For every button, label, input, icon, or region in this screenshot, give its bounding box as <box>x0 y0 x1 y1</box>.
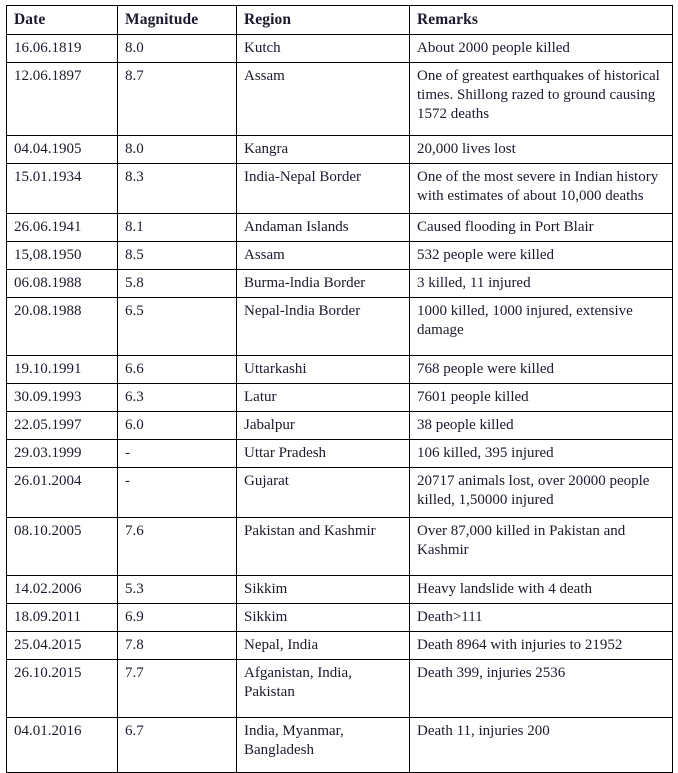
cell-text-magnitude: 8.0 <box>125 39 144 56</box>
table-row <box>7 241 673 269</box>
table-row <box>7 632 673 660</box>
cell-magnitude <box>118 241 237 269</box>
cell-text-region: Pakistan and Kashmir <box>244 523 376 540</box>
cell-remarks <box>410 269 673 297</box>
cell-magnitude <box>118 412 237 440</box>
cell-date <box>7 269 118 297</box>
cell-text-remarks: Death 11, injuries 200 <box>417 723 550 740</box>
cell-text-magnitude: - <box>125 445 130 462</box>
cell-date <box>7 576 118 604</box>
table-row <box>7 269 673 297</box>
cell-date <box>7 468 118 518</box>
cell-text-magnitude: 8.0 <box>125 140 144 157</box>
cell-magnitude <box>118 135 237 163</box>
cell-text-region: Nepal, India <box>244 637 319 654</box>
cell-text-date: 26.06.1941 <box>14 218 82 235</box>
cell-date <box>7 440 118 468</box>
cell-text-region: Assam <box>244 246 285 263</box>
cell-text-magnitude: 7.6 <box>125 523 144 540</box>
cell-remarks <box>410 297 673 355</box>
cell-region <box>237 62 410 135</box>
cell-text-region: Kangra <box>244 140 289 157</box>
table-row <box>7 518 673 576</box>
cell-magnitude <box>118 518 237 576</box>
table-header-row <box>7 6 673 35</box>
cell-date <box>7 34 118 62</box>
cell-date <box>7 518 118 576</box>
cell-text-region: Nepal-lndia Border <box>244 302 361 319</box>
cell-magnitude <box>118 163 237 213</box>
cell-magnitude <box>118 604 237 632</box>
cell-text-date: 06.08.1988 <box>14 274 82 291</box>
cell-region <box>237 660 410 718</box>
cell-remarks <box>410 213 673 241</box>
table-body <box>7 34 673 773</box>
cell-date <box>7 213 118 241</box>
cell-text-date: 15.01.1934 <box>14 168 82 185</box>
cell-text-date: 19.10.1991 <box>14 360 82 377</box>
table-row <box>7 163 673 213</box>
table-row <box>7 297 673 355</box>
cell-text-region: Andaman Islands <box>244 218 349 235</box>
cell-text-magnitude: 6.3 <box>125 388 144 405</box>
cell-date <box>7 241 118 269</box>
cell-text-date: 26.01.2004 <box>14 473 82 490</box>
cell-text-region: Sikkim <box>244 581 288 598</box>
cell-text-date: 26.10.2015 <box>14 665 82 682</box>
cell-date <box>7 718 118 773</box>
cell-date <box>7 355 118 383</box>
cell-date <box>7 604 118 632</box>
cell-date <box>7 135 118 163</box>
cell-text-region: Latur <box>244 388 277 405</box>
cell-region <box>237 383 410 411</box>
cell-text-magnitude: 8.3 <box>125 168 144 185</box>
cell-text-region: Uttarkashi <box>244 360 307 377</box>
cell-region <box>237 632 410 660</box>
cell-text-date: 04.01.2016 <box>14 723 82 740</box>
table-row <box>7 440 673 468</box>
cell-text-remarks: 532 people were killed <box>417 246 555 263</box>
cell-text-region: Assam <box>244 67 285 84</box>
cell-text-magnitude: 8.7 <box>125 67 144 84</box>
cell-text-magnitude: 6.7 <box>125 723 144 740</box>
table-row <box>7 135 673 163</box>
cell-region <box>237 241 410 269</box>
table-row <box>7 604 673 632</box>
cell-text-region: Uttar Pradesh <box>244 445 327 462</box>
cell-text-remarks: Heavy landslide with 4 death <box>417 581 592 598</box>
cell-text-date: 14.02.2006 <box>14 581 82 598</box>
cell-remarks <box>410 135 673 163</box>
cell-text-magnitude: 5.3 <box>125 581 144 598</box>
cell-text-remarks: 3 killed, 11 injured <box>417 274 531 291</box>
cell-text-remarks: 1000 killed, 1000 injured, extensive damage <box>417 302 633 338</box>
cell-text-region: India, Myanmar, Bangladesh <box>244 723 344 759</box>
table-row <box>7 660 673 718</box>
cell-remarks <box>410 241 673 269</box>
cell-remarks <box>410 468 673 518</box>
cell-text-date: 18.09.2011 <box>14 609 81 626</box>
column-header-magnitude: Magnitude <box>118 6 237 35</box>
cell-text-magnitude: 8.5 <box>125 246 144 263</box>
cell-date <box>7 62 118 135</box>
cell-remarks <box>410 718 673 773</box>
cell-remarks <box>410 604 673 632</box>
cell-text-date: 08.10.2005 <box>14 523 82 540</box>
cell-region <box>237 518 410 576</box>
cell-text-remarks: 106 killed, 395 injured <box>417 445 554 462</box>
cell-text-remarks: Caused flooding in Port Blair <box>417 218 594 235</box>
cell-text-date: 20.08.1988 <box>14 302 82 319</box>
cell-text-date: 16.06.1819 <box>14 39 82 56</box>
cell-text-remarks: One of the most severe in Indian history with estimates of about 10,000 deaths <box>417 168 659 204</box>
column-header-remarks: Remarks <box>410 6 673 35</box>
cell-text-magnitude: 6.6 <box>125 360 144 377</box>
cell-remarks <box>410 440 673 468</box>
cell-text-remarks: About 2000 people killed <box>417 39 570 56</box>
column-header-date: Date <box>7 6 118 35</box>
table-row <box>7 718 673 773</box>
table-row <box>7 468 673 518</box>
cell-text-remarks: Death>111 <box>417 609 483 626</box>
cell-remarks <box>410 632 673 660</box>
cell-magnitude <box>118 660 237 718</box>
cell-text-remarks: 7601 people killed <box>417 388 529 405</box>
cell-text-remarks: 38 people killed <box>417 417 514 433</box>
cell-remarks <box>410 518 673 576</box>
table-row <box>7 62 673 135</box>
cell-magnitude <box>118 383 237 411</box>
cell-text-region: India-Nepal Border <box>244 168 362 185</box>
cell-text-remarks: 768 people were killed <box>417 360 555 377</box>
cell-text-date: 25.04.2015 <box>14 637 82 654</box>
cell-text-region: Burma-lndia Border <box>244 274 366 291</box>
cell-remarks <box>410 383 673 411</box>
cell-date <box>7 163 118 213</box>
cell-text-magnitude: 8.1 <box>125 218 144 235</box>
cell-text-magnitude: 7.8 <box>125 637 144 654</box>
cell-magnitude <box>118 62 237 135</box>
cell-date <box>7 632 118 660</box>
cell-date <box>7 383 118 411</box>
cell-region <box>237 297 410 355</box>
cell-text-remarks: One of greatest earthquakes of historical times. Shillong razed to ground causing 1572 deaths <box>417 67 660 122</box>
cell-remarks <box>410 34 673 62</box>
cell-remarks <box>410 412 673 440</box>
cell-text-magnitude: 6.5 <box>125 302 144 319</box>
cell-region <box>237 604 410 632</box>
table-row <box>7 213 673 241</box>
cell-text-date: 29.03.1999 <box>14 445 82 462</box>
table-header <box>7 6 673 35</box>
cell-region <box>237 718 410 773</box>
cell-magnitude <box>118 297 237 355</box>
cell-region <box>237 576 410 604</box>
cell-remarks <box>410 576 673 604</box>
cell-text-remarks: 20717 animals lost, over 20000 people killed, 1,50000 injured <box>417 473 650 509</box>
cell-date <box>7 412 118 440</box>
cell-magnitude <box>118 440 237 468</box>
cell-magnitude <box>118 355 237 383</box>
cell-remarks <box>410 660 673 718</box>
cell-text-date: 22.05.1997 <box>14 417 82 433</box>
cell-magnitude <box>118 468 237 518</box>
cell-text-magnitude: 5.8 <box>125 274 144 291</box>
cell-text-remarks: Death 8964 with injuries to 21952 <box>417 637 623 654</box>
cell-magnitude <box>118 632 237 660</box>
cell-region <box>237 468 410 518</box>
cell-text-magnitude: - <box>125 473 130 490</box>
cell-text-remarks: Over 87,000 killed in Pakistan and Kashmir <box>417 523 626 559</box>
cell-text-date: 12.06.1897 <box>14 67 82 84</box>
cell-text-remarks: 20,000 lives lost <box>417 140 516 157</box>
cell-text-region: Gujarat <box>244 473 289 490</box>
cell-region <box>237 213 410 241</box>
cell-text-region: Sikkim <box>244 609 288 626</box>
earthquake-table <box>6 5 673 773</box>
cell-text-region: Jabalpur <box>244 417 295 433</box>
cell-region <box>237 34 410 62</box>
cell-text-date: 30.09.1993 <box>14 388 82 405</box>
cell-text-region: Kutch <box>244 39 281 56</box>
cell-region <box>237 355 410 383</box>
cell-text-date: 15,08.1950 <box>14 246 82 263</box>
cell-date <box>7 660 118 718</box>
column-header-region: Region <box>237 6 410 35</box>
table-row <box>7 576 673 604</box>
cell-magnitude <box>118 718 237 773</box>
cell-text-magnitude: 6.9 <box>125 609 144 626</box>
cell-magnitude <box>118 576 237 604</box>
table-row <box>7 412 673 440</box>
cell-magnitude <box>118 269 237 297</box>
cell-magnitude <box>118 34 237 62</box>
table-row <box>7 355 673 383</box>
table-row <box>7 34 673 62</box>
cell-region <box>237 135 410 163</box>
cell-text-region: Afganistan, India, Pakistan <box>244 665 352 701</box>
cell-region <box>237 269 410 297</box>
table-row <box>7 383 673 411</box>
cell-text-magnitude: 7.7 <box>125 665 144 682</box>
cell-region <box>237 163 410 213</box>
cell-text-date: 04.04.1905 <box>14 140 82 157</box>
cell-text-remarks: Death 399, injuries 2536 <box>417 665 566 682</box>
cell-remarks <box>410 355 673 383</box>
cell-text-magnitude: 6.0 <box>125 417 144 433</box>
cell-region <box>237 440 410 468</box>
cell-remarks <box>410 163 673 213</box>
cell-magnitude <box>118 213 237 241</box>
cell-region <box>237 412 410 440</box>
cell-date <box>7 297 118 355</box>
cell-remarks <box>410 62 673 135</box>
